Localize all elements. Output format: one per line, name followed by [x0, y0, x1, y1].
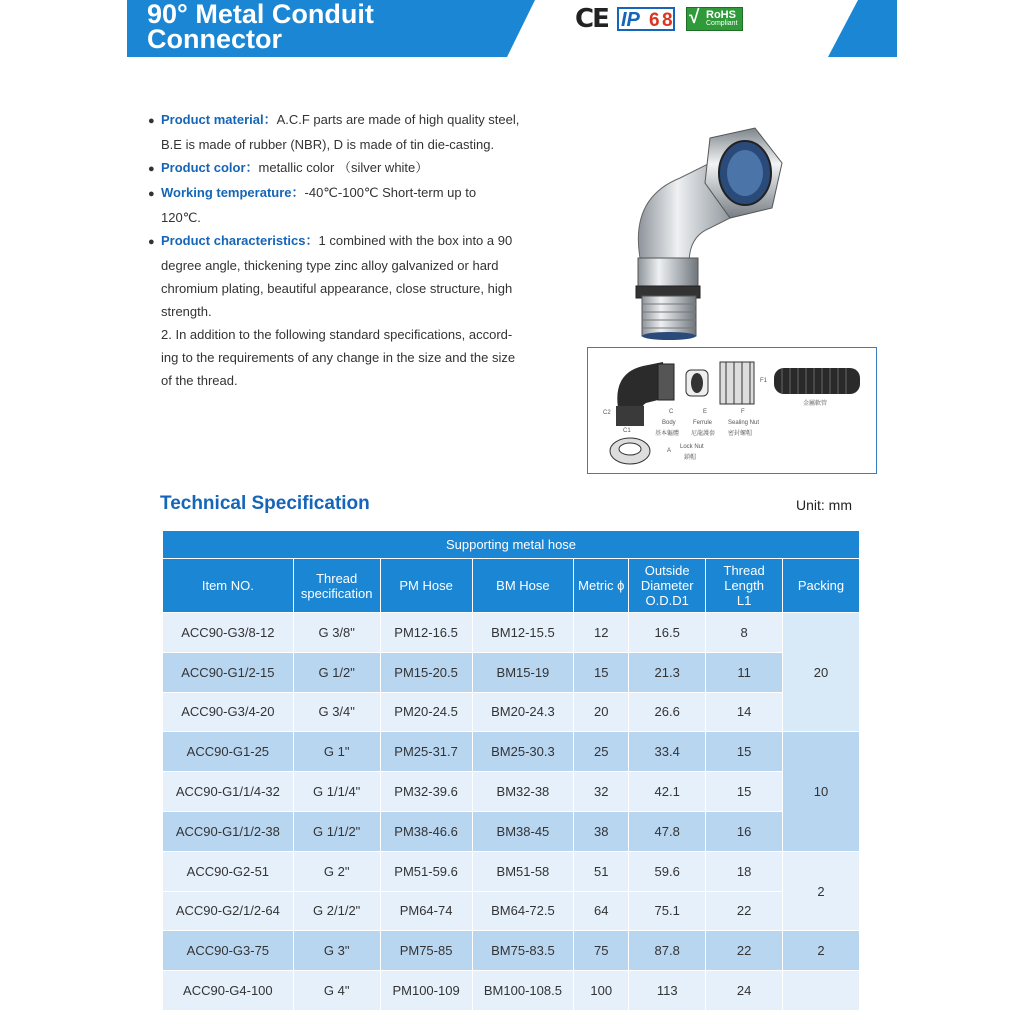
ip-digit-2: 8 [662, 10, 673, 31]
col-thread-l1: Thread [316, 570, 358, 586]
temperature-line [148, 181, 548, 206]
characteristics-line-7: of the thread. [161, 373, 238, 388]
diagram-dim-c1: C1 [623, 428, 631, 434]
group-header: Supporting metal hose [163, 531, 860, 559]
cell-item: ACC90-G1/1/2-38 [163, 811, 294, 851]
corner-decoration [828, 0, 897, 57]
material-label: Product material： [161, 112, 277, 127]
cell-metric: 12 [574, 613, 629, 653]
diagram-label-a: A [667, 448, 672, 454]
cell-tl: 16 [706, 811, 783, 851]
cell-od: 42.1 [629, 772, 706, 812]
cell-od: 87.8 [629, 931, 706, 971]
cell-pm: PM12-16.5 [380, 613, 472, 653]
col-tl-l1: Thread [723, 563, 765, 578]
temperature-text: -40℃-100℃ Short-term up to [304, 185, 477, 200]
cell-item: ACC90-G3-75 [163, 931, 294, 971]
table-row [163, 811, 860, 851]
cell-od: 75.1 [629, 891, 706, 931]
cell-od: 113 [629, 971, 706, 1011]
characteristics-line-4: strength. [161, 304, 212, 319]
cell-thread: G 3" [293, 931, 380, 971]
characteristics-label: Product characteristics： [161, 233, 319, 248]
material-line-2: B.E is made of rubber (NBR), D is made of tin die-casting. [161, 137, 495, 152]
cell-packing [783, 971, 860, 1011]
cell-metric: 38 [574, 811, 629, 851]
cell-tl: 14 [706, 692, 783, 732]
col-bm: BM Hose [472, 559, 574, 613]
cell-od: 47.8 [629, 811, 706, 851]
cell-metric: 64 [574, 891, 629, 931]
spec-title: Technical Specification [160, 493, 370, 514]
characteristics-text: 1 combined with the box into a 90 [318, 233, 513, 248]
title-line-2: Connector [147, 24, 282, 54]
diagram-name-c: Body [662, 420, 676, 426]
material-text: A.C.F parts are made of high quality steel, [276, 112, 520, 127]
table-row [163, 652, 860, 692]
table-row [163, 851, 860, 891]
cell-od: 33.4 [629, 732, 706, 772]
diagram-label-f: F [741, 409, 745, 415]
table-header-row [163, 559, 860, 613]
table-row [163, 891, 860, 931]
cell-packing: 10 [783, 732, 860, 851]
cell-metric: 75 [574, 931, 629, 971]
cell-pm: PM20-24.5 [380, 692, 472, 732]
color-label: Product color： [161, 160, 259, 175]
cell-od: 21.3 [629, 652, 706, 692]
cell-metric: 32 [574, 772, 629, 812]
cell-pm: PM75-85 [380, 931, 472, 971]
exploded-diagram [587, 347, 877, 474]
cell-bm: BM100-108.5 [472, 971, 574, 1011]
cell-thread: G 1" [293, 732, 380, 772]
col-od-l3: O.D.D1 [645, 593, 689, 608]
cell-bm: BM20-24.3 [472, 692, 574, 732]
cell-pm: PM38-46.6 [380, 811, 472, 851]
col-metric: Metric ϕ [574, 559, 629, 613]
bullet-icon: ● [148, 236, 155, 248]
diagram-cn-e: 尼龍護套 [691, 431, 716, 437]
cell-packing: 20 [783, 613, 860, 732]
rohs-subtitle: Compliant [706, 20, 738, 27]
cell-thread: G 2" [293, 851, 380, 891]
cell-item: ACC90-G2/1/2-64 [163, 891, 294, 931]
table-row [163, 732, 860, 772]
color-text: metallic color （silver white） [258, 160, 429, 175]
table-row [163, 931, 860, 971]
temperature-label: Working temperature： [161, 185, 305, 200]
banner-tail [507, 0, 535, 57]
col-od-l1: Outside [644, 563, 690, 578]
cell-tl: 11 [706, 652, 783, 692]
ce-mark-icon: CE [575, 4, 608, 34]
cell-thread: G 3/4" [293, 692, 380, 732]
diagram-name-a: Lock Nut [680, 444, 704, 450]
diagram-dim-f1: F1 [760, 378, 768, 384]
cell-item: ACC90-G1-25 [163, 732, 294, 772]
table-row [163, 692, 860, 732]
diagram-name-f: Sealing Nut [728, 420, 760, 426]
table-group-header [163, 531, 860, 559]
cell-metric: 15 [574, 652, 629, 692]
cell-tl: 18 [706, 851, 783, 891]
bullet-icon: ● [148, 188, 155, 200]
cell-pm: PM25-31.7 [380, 732, 472, 772]
material-line [148, 108, 548, 133]
cell-pm: PM100-109 [380, 971, 472, 1011]
characteristics-line-3: chromium plating, beautiful appearance, close structure, high [161, 281, 513, 296]
col-pm: PM Hose [380, 559, 472, 613]
title-line-1: 90° Metal Conduit [147, 0, 374, 29]
spec-table [162, 530, 860, 1011]
cell-bm: BM38-45 [472, 811, 574, 851]
cell-tl: 15 [706, 772, 783, 812]
cell-tl: 22 [706, 931, 783, 971]
col-thread-length [706, 559, 783, 613]
cell-pm: PM32-39.6 [380, 772, 472, 812]
product-description [148, 108, 548, 392]
cell-bm: BM51-58 [472, 851, 574, 891]
characteristics-line-2: degree angle, thickening type zinc alloy galvanized or hard [161, 258, 499, 273]
cell-thread: G 1/2" [293, 652, 380, 692]
bullet-icon: ● [148, 115, 155, 127]
page-title [147, 2, 374, 52]
cell-item: ACC90-G3/8-12 [163, 613, 294, 653]
col-thread-l2: specification [300, 585, 373, 601]
cell-thread: G 3/8" [293, 613, 380, 653]
cell-od: 16.5 [629, 613, 706, 653]
cell-metric: 51 [574, 851, 629, 891]
table-row [163, 772, 860, 812]
cell-bm: BM64-72.5 [472, 891, 574, 931]
diagram-cn-a: 鎖帽 [684, 455, 697, 461]
characteristics-line-6: ing to the requirements of any change in the size and the size [161, 350, 516, 365]
ip-digit-1: 6 [649, 10, 660, 31]
cell-metric: 25 [574, 732, 629, 772]
ip-prefix: IP [621, 9, 640, 31]
table-row [163, 613, 860, 653]
diagram-label-c: C [669, 409, 674, 415]
ip68-badge-icon [617, 7, 675, 31]
col-item: Item NO. [163, 559, 294, 613]
cell-packing: 2 [783, 931, 860, 971]
cell-item: ACC90-G1/1/4-32 [163, 772, 294, 812]
cell-pm: PM15-20.5 [380, 652, 472, 692]
product-photo [600, 108, 790, 348]
cell-metric: 100 [574, 971, 629, 1011]
cell-pm: PM51-59.6 [380, 851, 472, 891]
cell-tl: 22 [706, 891, 783, 931]
col-od [629, 559, 706, 613]
check-icon: √ [689, 7, 700, 28]
table-body [163, 613, 860, 1011]
cell-bm: BM12-15.5 [472, 613, 574, 653]
diagram-cn-c: 基本軀體 [655, 431, 680, 437]
color-line [148, 156, 548, 181]
temperature-line-2: 120℃. [161, 210, 201, 225]
rohs-title: RoHS [706, 9, 736, 21]
col-tl-l2: Length [724, 578, 764, 593]
diagram-cn-f: 密封螺帽 [728, 431, 753, 437]
col-thread [293, 559, 380, 613]
characteristics-line [148, 229, 548, 254]
characteristics-line-5: 2. In addition to the following standard specifications, accord- [161, 327, 513, 342]
cell-bm: BM15-19 [472, 652, 574, 692]
col-packing: Packing [783, 559, 860, 613]
table-row [163, 971, 860, 1011]
cell-tl: 24 [706, 971, 783, 1011]
diagram-label-e: E [703, 409, 708, 415]
diagram-cn-hose: 金屬軟管 [803, 401, 828, 407]
unit-label: Unit: mm [796, 497, 852, 513]
cell-thread: G 1/1/2" [293, 811, 380, 851]
hose-icon [774, 368, 860, 394]
cell-item: ACC90-G4-100 [163, 971, 294, 1011]
cell-tl: 15 [706, 732, 783, 772]
cell-tl: 8 [706, 613, 783, 653]
cell-od: 26.6 [629, 692, 706, 732]
cell-item: ACC90-G3/4-20 [163, 692, 294, 732]
cell-thread: G 4" [293, 971, 380, 1011]
cell-thread: G 1/1/4" [293, 772, 380, 812]
col-tl-l3: L1 [736, 593, 752, 608]
cell-bm: BM25-30.3 [472, 732, 574, 772]
col-od-l2: Diameter [640, 578, 694, 593]
cell-pm: PM64-74 [380, 891, 472, 931]
cell-bm: BM75-83.5 [472, 931, 574, 971]
cell-metric: 20 [574, 692, 629, 732]
cell-item: ACC90-G2-51 [163, 851, 294, 891]
cell-item: ACC90-G1/2-15 [163, 652, 294, 692]
diagram-dim-c2: C2 [603, 410, 611, 416]
cell-bm: BM32-38 [472, 772, 574, 812]
diagram-name-e: Ferrule [693, 420, 713, 426]
rohs-badge-icon [686, 7, 743, 31]
cell-od: 59.6 [629, 851, 706, 891]
cell-thread: G 2/1/2" [293, 891, 380, 931]
cell-packing: 2 [783, 851, 860, 931]
bullet-icon: ● [148, 163, 155, 175]
